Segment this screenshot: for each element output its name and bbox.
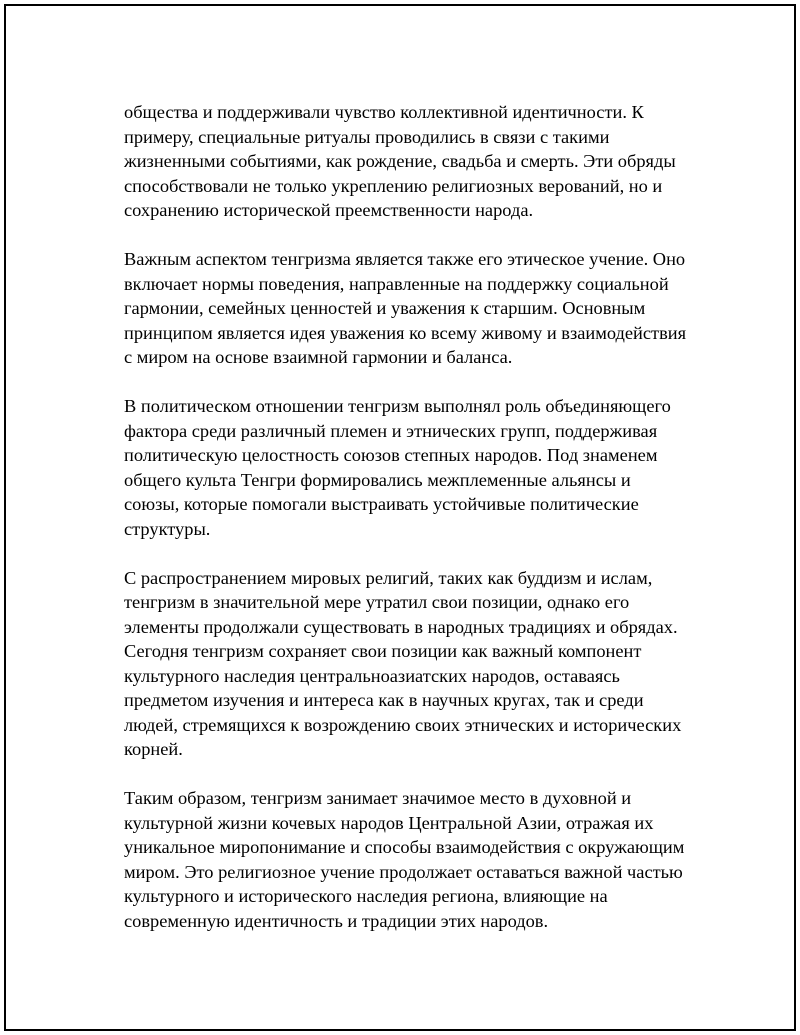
text-line: гармонии, семейных ценностей и уважения к старшим. Основным (124, 298, 646, 318)
document-body (124, 100, 704, 958)
text-line: культурного и исторического наследия региона, влияющие на (124, 886, 608, 906)
text-line: фактора среди различный племен и этнических групп, поддерживая (124, 420, 658, 441)
text-line: уникальное миропонимание и способы взаимодействия с окружающим (124, 837, 685, 857)
text-line: включает нормы поведения, направленные на поддержку социальной (124, 273, 669, 294)
text-line: общего культа Тенгри формировались межплеменные альянсы и (124, 469, 631, 490)
text-line: сохранению исторической преемственности народа. (124, 200, 534, 220)
text-line: способствовали не только укреплению религиозных верований, но и (124, 175, 663, 196)
text-line: примеру, специальные ритуалы проводились в связи с такими (124, 126, 610, 147)
text-line: структуры. (124, 518, 211, 539)
text-line: корней. (124, 739, 183, 759)
page-frame (4, 4, 796, 1031)
text-line: политическую целостность союзов степных народов. Под знаменем (124, 445, 658, 465)
text-line: с миром на основе взаимной гармонии и баланса. (124, 347, 513, 367)
text-line: Сегодня тенгризм сохраняет свои позиции как важный компонент (124, 641, 642, 661)
paragraph-2 (124, 247, 704, 370)
text-line: союзы, которые помогали выстраивать устойчивые политические (124, 494, 639, 514)
text-line: С распространением мировых религий, таких как буддизм и ислам, (124, 567, 653, 588)
text-line: общества и поддерживали чувство коллективной идентичности. К (124, 102, 644, 122)
text-line: тенгризм в значительной мере утратил свои позиции, однако его (124, 592, 630, 612)
paragraph-1 (124, 100, 704, 223)
text-line: культурного наследия центральноазиатских народов, оставаясь (124, 665, 620, 686)
text-line: жизненными событиями, как рождение, свадьба и смерть. Эти обряды (124, 151, 676, 171)
text-line: миром. Это религиозное учение продолжает оставаться важной частью (124, 861, 683, 882)
text-line: современную идентичность и традиции этих народов. (124, 910, 549, 931)
text-line: В политическом отношении тенгризм выполнял роль объединяющего (124, 396, 671, 416)
text-line: предметом изучения и интереса как в научных кругах, так и среди (124, 690, 644, 710)
text-line: культурной жизни кочевых народов Центральной Азии, отражая их (124, 812, 654, 833)
text-line: Важным аспектом тенгризма является также его этическое учение. Оно (124, 249, 686, 269)
paragraph-4 (124, 566, 704, 762)
paragraph-5 (124, 786, 704, 933)
text-line: людей, стремящихся к возрождению своих этнических и исторических (124, 714, 682, 735)
text-line: Таким образом, тенгризм занимает значимое место в духовной и (124, 788, 632, 808)
text-line: принципом является идея уважения ко всему живому и взаимодействия (124, 322, 687, 343)
paragraph-3 (124, 394, 704, 541)
text-line: элементы продолжали существовать в народных традициях и обрядах. (124, 616, 678, 637)
